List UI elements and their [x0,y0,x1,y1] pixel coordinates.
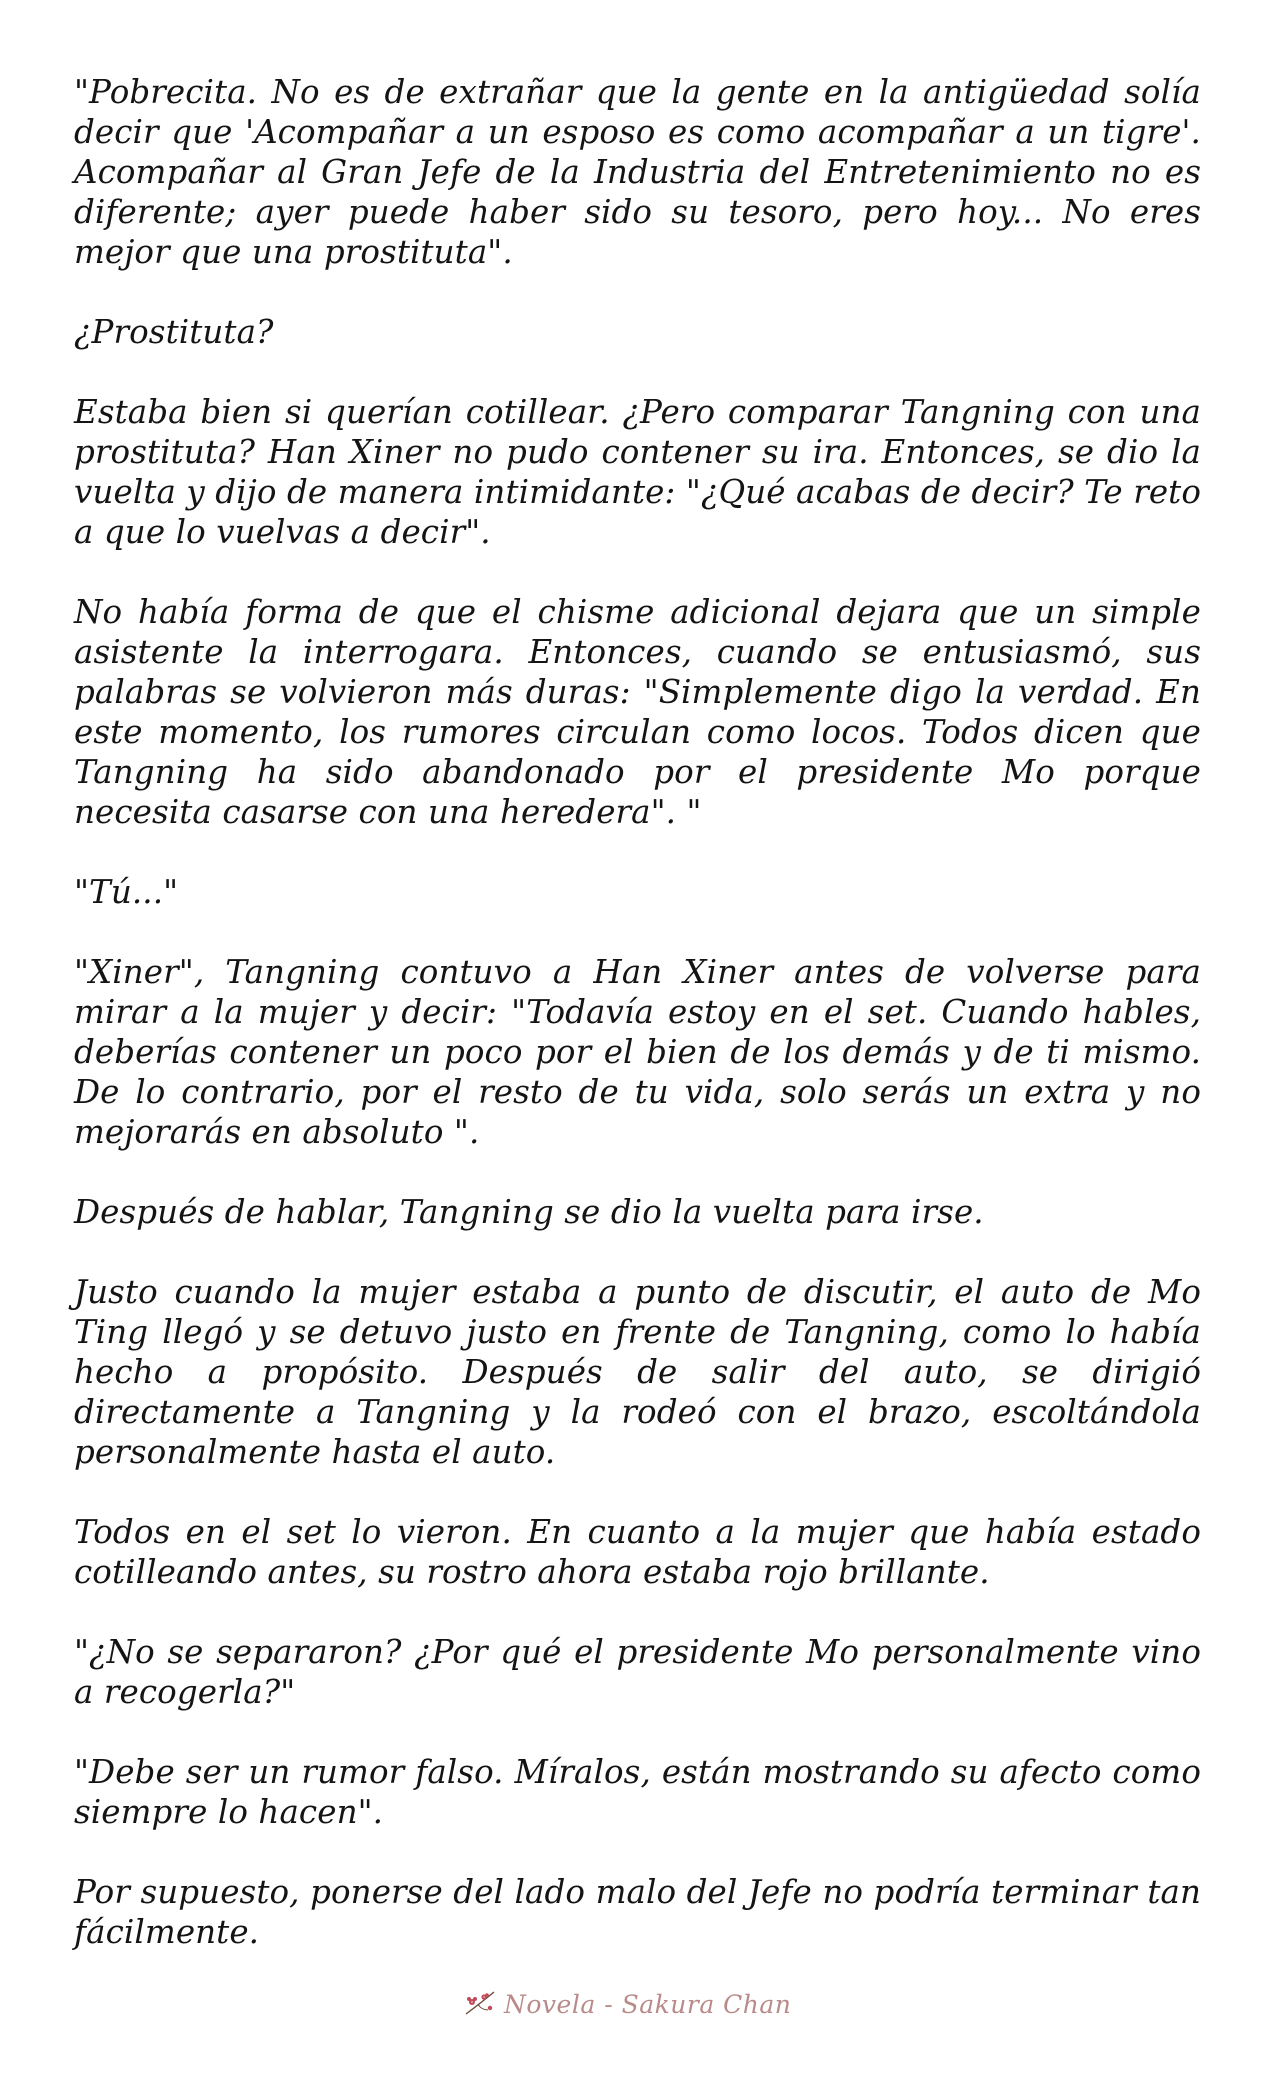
paragraph-12: Por supuesto, ponerse del lado malo del Jefe no podría terminar tan fácilmente. [74,1873,1201,1951]
paragraph-5: "Tú..." [74,873,179,911]
paragraph-8: Justo cuando la mujer estaba a punto de discutir, el auto de Mo Ting llegó y se detuvo justo en frente de Tangning, como lo había hecho a propósito. Después de salir del auto, se dirigió directamente a Tangning y la rodeó con el brazo, escoltándola personalmente hasta el auto. [74,1273,1201,1471]
watermark [462,1984,791,2024]
paragraph-1: "Pobrecita. No es de extrañar que la gente en la antigüedad solía decir que 'Acompañar a un esposo es como acompañar a un tigre'. Acompañar al Gran Jefe de la Industria del Entretenimiento no es diferente; ayer puede haber sido su tesoro, pero hoy... No eres mejor que una prostituta". [74,73,1201,271]
paragraph-9: Todos en el set lo vieron. En cuanto a la mujer que había estado cotilleando antes, su rostro ahora estaba rojo brillante. [74,1513,1201,1591]
paragraph-2: ¿Prostituta? [74,313,274,351]
paragraph-7: Después de hablar, Tangning se dio la vuelta para irse. [74,1193,984,1231]
paragraph-10: "¿No se separaron? ¿Por qué el presidente Mo personalmente vino a recogerla?" [74,1633,1201,1711]
paragraph-6: "Xiner", Tangning contuvo a Han Xiner antes de volverse para mirar a la mujer y decir: "Todavía estoy en el set. Cuando hables, deberías contener un poco por el bien de los demás y de ti mismo. De lo contrario, por el resto de tu vida, solo serás un extra y no mejorarás en absoluto ". [74,953,1201,1151]
paragraph-3: Estaba bien si querían cotillear. ¿Pero comparar Tangning con una prostituta? Han Xiner no pudo contener su ira. Entonces, se dio la vuelta y dijo de manera intimidante: "¿Qué acabas de decir? Te reto a que lo vuelvas a decir". [74,393,1201,551]
cherry-blossom-icon [462,1988,498,2020]
paragraph-11: "Debe ser un rumor falso. Míralos, están mostrando su afecto como siempre lo hacen". [74,1753,1201,1831]
document-body [74,72,1201,1992]
paragraph-4: No había forma de que el chisme adicional dejara que un simple asistente la interrogara. Entonces, cuando se entusiasmó, sus palabras se volvieron más duras: "Simplemente digo la verdad. En este momento, los rumores circulan como locos. Todos dicen que Tangning ha sido abandonado por el presidente Mo porque necesita casarse con una heredera". " [74,593,1201,831]
watermark-text: Novela - Sakura Chan [504,1989,792,2019]
